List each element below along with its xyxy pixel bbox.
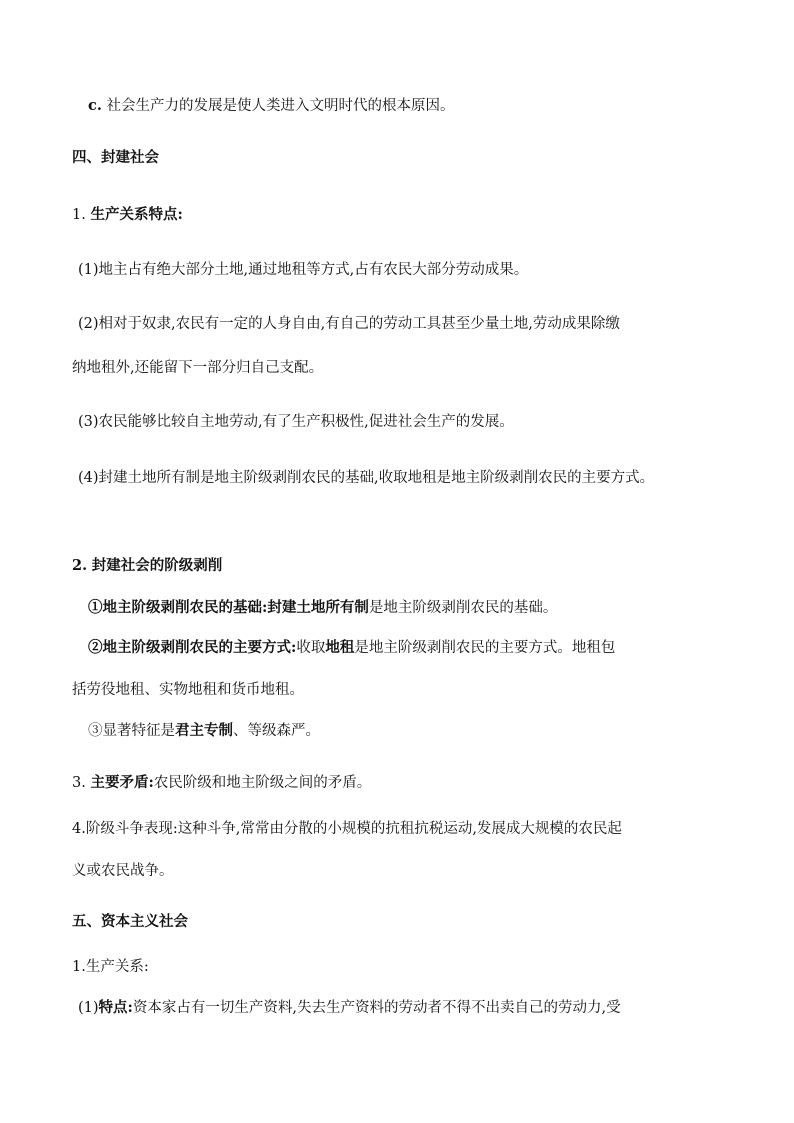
sub-number: 3. [72, 775, 86, 791]
sub-number: 2. [72, 557, 88, 574]
para-pre: (1) [78, 1000, 99, 1016]
paragraph-2-line-1: (2)相对于奴隶,农民有一定的人身自由,有自己的劳动工具甚至少量土地,劳动成果除缴 [78, 316, 620, 332]
sub-heading-capitalist-production-relations: 1.生产关系: [72, 959, 149, 975]
class-struggle-line-1: 4.阶级斗争表现:这种斗争,常常由分散的小规模的抗租抗税运动,发展成大规模的农民起 [72, 821, 622, 837]
para-term: 特点: [98, 999, 133, 1016]
item-1-term: ①地主阶级剥削农民的基础: [88, 599, 268, 616]
item-3-key: 君主专制 [175, 722, 233, 739]
paragraph-4: (4)封建土地所有制是地主阶级剥削农民的基础,收取地租是地主阶级剥削农民的主要方式。 [78, 470, 655, 486]
point-c-text: 社会生产力的发展是使人类进入文明时代的根本原因。 [106, 98, 455, 114]
section-5-heading: 五、资本主义社会 [72, 913, 188, 930]
sub-heading-main-contradiction [72, 773, 371, 793]
item-1-key: 封建土地所有制 [267, 599, 369, 616]
paragraph-1: (1)地主占有绝大部分土地,通过地租等方式,占有农民大部分劳动成果。 [78, 262, 529, 278]
sub-number: 1. [72, 207, 86, 223]
sub-title: 主要矛盾: [90, 774, 154, 791]
paragraph-2-line-2: 纳地租外,还能留下一部分归自己支配。 [72, 360, 324, 376]
item-2-rest: 是地主阶级剥削农民的主要方式。地租包 [354, 640, 616, 656]
sub-title: 生产关系特点: [90, 206, 183, 223]
circled-item-2-line-1 [88, 638, 615, 658]
item-2-term: ②地主阶级剥削农民的主要方式: [88, 639, 297, 656]
point-c [88, 96, 455, 116]
circled-item-3 [88, 721, 320, 741]
point-c-label: c. [88, 97, 102, 114]
paragraph-3: (3)农民能够比较自主地劳动,有了生产积极性,促进社会生产的发展。 [78, 414, 514, 430]
item-2-pre: 收取 [296, 640, 326, 656]
para-rest: 资本家占有一切生产资料,失去生产资料的劳动者不得不出卖自己的劳动力,受 [132, 1000, 621, 1016]
item-3-rest: 、等级森严。 [233, 723, 320, 739]
section-4-heading: 四、封建社会 [72, 149, 159, 166]
sub-heading-class-exploitation [72, 556, 222, 576]
circled-item-1 [88, 598, 557, 618]
item-1-rest: 是地主阶级剥削农民的基础。 [368, 600, 558, 616]
sub-text: 农民阶级和地主阶级之间的矛盾。 [153, 775, 372, 791]
item-3-pre: ③显著特征是 [88, 723, 175, 739]
capitalist-paragraph-1 [78, 998, 621, 1018]
item-2-key: 地租 [325, 639, 355, 656]
class-struggle-line-2: 义或农民战争。 [72, 863, 174, 879]
circled-item-2-line-2: 括劳役地租、实物地租和货币地租。 [72, 682, 304, 698]
sub-heading-production-relations [72, 205, 183, 225]
sub-title: 封建社会的阶级剥削 [91, 557, 223, 574]
